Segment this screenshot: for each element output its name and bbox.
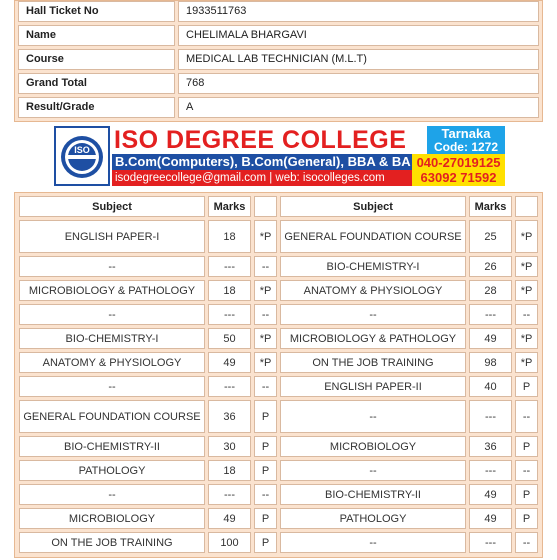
- marks-cell: 49: [208, 508, 251, 529]
- status-cell: --: [254, 376, 277, 397]
- marks-cell: 36: [208, 400, 251, 433]
- college-logo: [54, 126, 110, 186]
- info-label: Grand Total: [18, 73, 175, 94]
- status-cell: P: [515, 508, 538, 529]
- marks-cell: 49: [469, 484, 512, 505]
- subject-cell: BIO-CHEMISTRY-I: [19, 328, 205, 349]
- marks-cell: ---: [469, 400, 512, 433]
- status-cell: *P: [515, 328, 538, 349]
- subject-cell: GENERAL FOUNDATION COURSE: [280, 220, 466, 253]
- college-phone-2: 63092 71592: [420, 170, 497, 185]
- column-header: Marks: [469, 196, 512, 217]
- subject-cell: --: [19, 304, 205, 325]
- info-label: Course: [18, 49, 175, 70]
- marks-cell: ---: [208, 484, 251, 505]
- college-location: Tarnaka: [441, 126, 491, 141]
- marks-cell: 98: [469, 352, 512, 373]
- marks-table: [14, 192, 543, 558]
- college-code: Code: 1272: [433, 140, 499, 154]
- marks-cell: 25: [469, 220, 512, 253]
- status-cell: *P: [254, 352, 277, 373]
- subject-cell: BIO-CHEMISTRY-II: [19, 436, 205, 457]
- marks-cell: 40: [469, 376, 512, 397]
- subject-cell: PATHOLOGY: [280, 508, 466, 529]
- marks-cell: 26: [469, 256, 512, 277]
- college-location-box: [427, 126, 505, 154]
- info-row-result: [18, 97, 539, 118]
- status-cell: P: [254, 508, 277, 529]
- info-value: CHELIMALA BHARGAVI: [178, 25, 539, 46]
- status-cell: *P: [515, 256, 538, 277]
- subject-cell: MICROBIOLOGY: [280, 436, 466, 457]
- status-cell: --: [254, 304, 277, 325]
- marks-cell: 49: [469, 508, 512, 529]
- marks-cell: 49: [469, 328, 512, 349]
- info-value: 768: [178, 73, 539, 94]
- column-header: [254, 196, 277, 217]
- marks-cell: 18: [208, 460, 251, 481]
- subject-cell: --: [280, 532, 466, 553]
- status-cell: --: [515, 532, 538, 553]
- student-info-table: [14, 0, 543, 122]
- subject-cell: MICROBIOLOGY & PATHOLOGY: [19, 280, 205, 301]
- college-contact: isodegreecollege@gmail.com | web: isocolleges.com: [112, 170, 412, 186]
- info-value: MEDICAL LAB TECHNICIAN (M.L.T): [178, 49, 539, 70]
- subject-cell: ENGLISH PAPER-II: [280, 376, 466, 397]
- marks-cell: 30: [208, 436, 251, 457]
- status-cell: --: [515, 304, 538, 325]
- subject-cell: BIO-CHEMISTRY-I: [280, 256, 466, 277]
- status-cell: P: [515, 484, 538, 505]
- marks-cell: ---: [208, 256, 251, 277]
- info-row-name: [18, 25, 539, 46]
- info-value: A: [178, 97, 539, 118]
- marks-cell: 50: [208, 328, 251, 349]
- status-cell: P: [254, 460, 277, 481]
- subject-cell: ENGLISH PAPER-I: [19, 220, 205, 253]
- status-cell: --: [254, 256, 277, 277]
- marks-cell: 18: [208, 220, 251, 253]
- college-phone-box: [412, 154, 505, 186]
- college-courses: B.Com(Computers), B.Com(General), BBA & BA: [112, 154, 412, 170]
- status-cell: P: [254, 532, 277, 553]
- status-cell: --: [515, 460, 538, 481]
- subject-cell: ANATOMY & PHYSIOLOGY: [280, 280, 466, 301]
- marks-cell: 28: [469, 280, 512, 301]
- status-cell: *P: [254, 280, 277, 301]
- college-banner: [54, 126, 505, 186]
- marks-cell: ---: [469, 460, 512, 481]
- marks-cell: 36: [469, 436, 512, 457]
- marks-cell: ---: [469, 304, 512, 325]
- status-cell: P: [254, 400, 277, 433]
- subject-cell: --: [19, 376, 205, 397]
- subject-cell: GENERAL FOUNDATION COURSE: [19, 400, 205, 433]
- college-title: ISO DEGREE COLLEGE: [114, 126, 407, 154]
- status-cell: *P: [254, 220, 277, 253]
- subject-cell: --: [280, 400, 466, 433]
- subject-cell: MICROBIOLOGY: [19, 508, 205, 529]
- subject-cell: ON THE JOB TRAINING: [19, 532, 205, 553]
- subject-cell: MICROBIOLOGY & PATHOLOGY: [280, 328, 466, 349]
- status-cell: --: [254, 484, 277, 505]
- subject-cell: --: [280, 304, 466, 325]
- column-header: [515, 196, 538, 217]
- status-cell: *P: [515, 352, 538, 373]
- info-label: Name: [18, 25, 175, 46]
- status-cell: P: [515, 436, 538, 457]
- marks-cell: ---: [208, 304, 251, 325]
- subject-cell: PATHOLOGY: [19, 460, 205, 481]
- subject-cell: ON THE JOB TRAINING: [280, 352, 466, 373]
- status-cell: *P: [515, 220, 538, 253]
- logo-text: ISO: [74, 145, 90, 155]
- iso-logo-icon: [58, 132, 106, 182]
- subject-cell: BIO-CHEMISTRY-II: [280, 484, 466, 505]
- subject-cell: --: [19, 256, 205, 277]
- subject-cell: --: [280, 460, 466, 481]
- marks-cell: 100: [208, 532, 251, 553]
- status-cell: P: [515, 376, 538, 397]
- info-row-hall-ticket: [18, 1, 539, 22]
- subject-cell: ANATOMY & PHYSIOLOGY: [19, 352, 205, 373]
- status-cell: *P: [515, 280, 538, 301]
- info-label: Hall Ticket No: [18, 1, 175, 22]
- subject-cell: --: [19, 484, 205, 505]
- info-value: 1933511763: [178, 1, 539, 22]
- status-cell: P: [254, 436, 277, 457]
- status-cell: --: [515, 400, 538, 433]
- column-header: Subject: [19, 196, 205, 217]
- info-label: Result/Grade: [18, 97, 175, 118]
- info-row-course: [18, 49, 539, 70]
- marks-cell: ---: [208, 376, 251, 397]
- info-row-grand-total: [18, 73, 539, 94]
- column-header: Subject: [280, 196, 466, 217]
- marks-cell: 49: [208, 352, 251, 373]
- marks-cell: ---: [469, 532, 512, 553]
- status-cell: *P: [254, 328, 277, 349]
- marks-cell: 18: [208, 280, 251, 301]
- college-phone-1: 040-27019125: [416, 155, 501, 170]
- column-header: Marks: [208, 196, 251, 217]
